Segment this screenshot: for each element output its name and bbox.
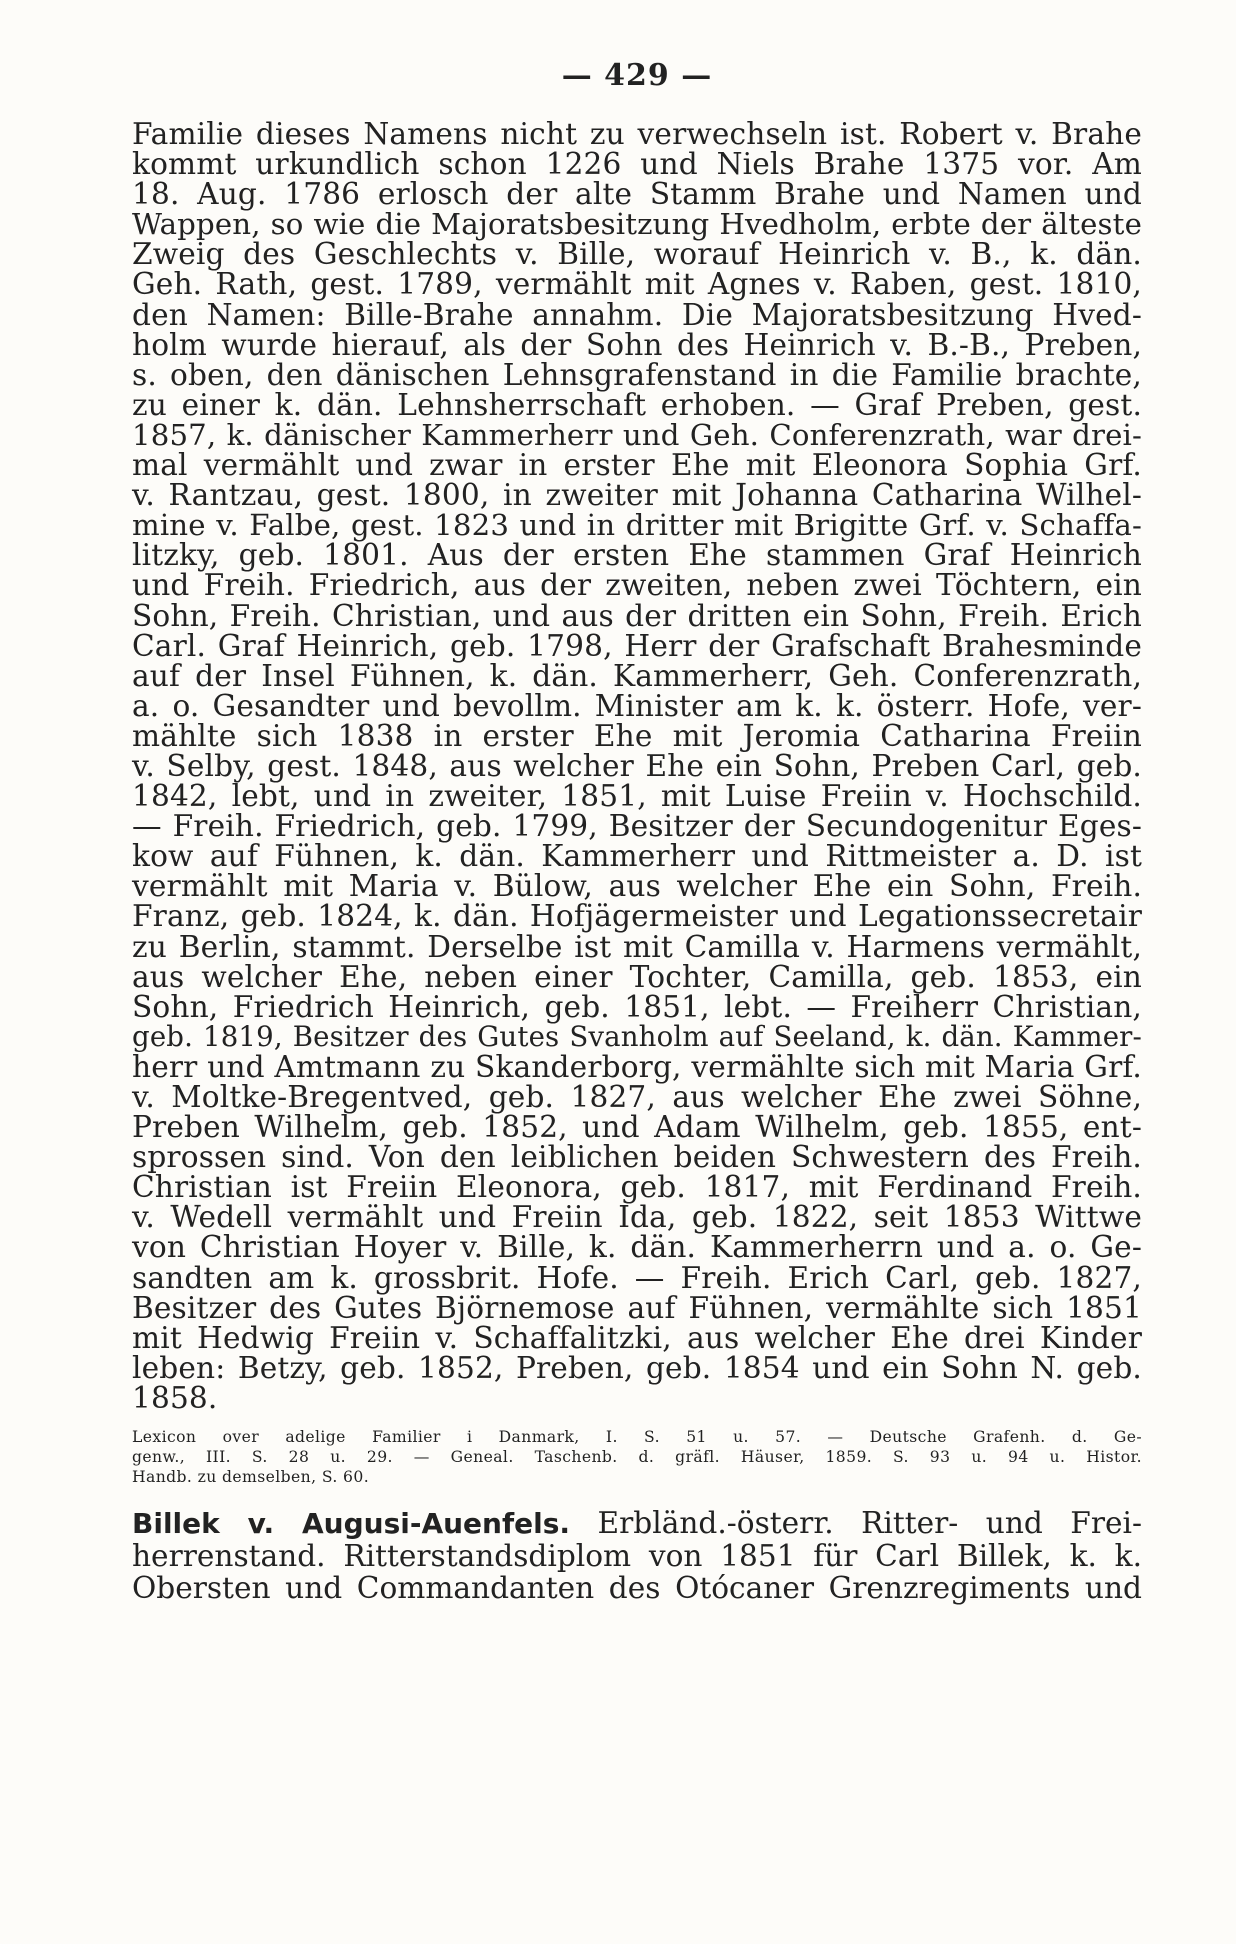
- text-line: Wappen, so wie die Majoratsbesitzung Hvedholm, erbte der älteste: [132, 207, 1142, 242]
- reference-line: genw., III. S. 28 u. 29. — Geneal. Taschenb. d. gräfl. Häuser, 1859. S. 93 u. 94 u. Histor.: [132, 1448, 1142, 1467]
- reference-line: Handb. zu demselben, S. 60.: [132, 1468, 370, 1487]
- text-line: holm wurde hierauf, als der Sohn des Heinrich v. B.-B., Preben,: [132, 327, 1142, 362]
- text-line: 1858.: [132, 1380, 218, 1415]
- entry-line: herrenstand. Ritterstandsdiplom von 1851 für Carl Billek, k. k.: [132, 1539, 1142, 1574]
- text-line: v. Rantzau, gest. 1800, in zweiter mit Johanna Catharina Wilhel-: [132, 478, 1142, 513]
- text-line: zu Berlin, stammt. Derselbe ist mit Camilla v. Harmens vermählt,: [132, 929, 1142, 964]
- text-line: litzky, geb. 1801. Aus der ersten Ehe stammen Graf Heinrich: [132, 538, 1142, 573]
- entry-intro: Erbländ.-österr. Ritter- und Frei-: [597, 1506, 1142, 1541]
- text-line: herr und Amtmann zu Skanderborg, vermählte sich mit Maria Grf.: [132, 1049, 1142, 1084]
- text-line: sprossen sind. Von den leiblichen beiden Schwestern des Freih.: [132, 1140, 1142, 1175]
- text-line: Familie dieses Namens nicht zu verwechseln ist. Robert v. Brahe: [132, 117, 1142, 151]
- text-line: sandten am k. grossbrit. Hofe. — Freih. Erich Carl, geb. 1827,: [132, 1260, 1142, 1295]
- text-line: Christian ist Freiin Eleonora, geb. 1817, mit Ferdinand Freih.: [132, 1170, 1142, 1205]
- text-line: v. Moltke-Bregentved, geb. 1827, aus welcher Ehe zwei Söhne,: [132, 1080, 1142, 1114]
- text-line: von Christian Hoyer v. Bille, k. dän. Kammerherrn und a. o. Ge-: [132, 1230, 1142, 1265]
- text-line: mit Hedwig Freiin v. Schaffalitzki, aus welcher Ehe drei Kinder: [132, 1320, 1142, 1355]
- references: [132, 1427, 1142, 1487]
- text-line: den Namen: Bille-Brahe annahm. Die Majoratsbesitzung Hved-: [132, 297, 1142, 332]
- text-line: 1857, k. dänischer Kammerherr und Geh. Conferenzrath, war drei-: [132, 417, 1142, 452]
- next-entry: [132, 1507, 1142, 1604]
- text-line: s. oben, den dänischen Lehnsgrafenstand in die Familie brachte,: [132, 357, 1142, 392]
- text-line: und Freih. Friedrich, aus der zweiten, neben zwei Töchtern, ein: [132, 568, 1142, 603]
- text-line: 1842, lebt, und in zweiter, 1851, mit Luise Freiin v. Hochschild.: [132, 779, 1142, 814]
- book-page: [132, 58, 1142, 1604]
- text-line: aus welcher Ehe, neben einer Tochter, Camilla, geb. 1853, ein: [132, 959, 1142, 994]
- text-line: Zweig des Geschlechts v. Bille, worauf Heinrich v. B., k. dän.: [132, 237, 1142, 272]
- text-line: Preben Wilhelm, geb. 1852, und Adam Wilhelm, geb. 1855, ent-: [132, 1110, 1142, 1145]
- page-number: — 429 —: [561, 58, 713, 93]
- text-line: kommt urkundlich schon 1226 und Niels Brahe 1375 vor. Am: [132, 147, 1142, 182]
- reference-line: Lexicon over adelige Familier i Danmark, I. S. 51 u. 57. — Deutsche Grafenh. d. Ge-: [132, 1428, 1142, 1447]
- text-line: Besitzer des Gutes Björnemose auf Fühnen, vermählte sich 1851: [132, 1290, 1142, 1325]
- entry-heading: Billek v. Augusi-Auenfels.: [132, 1507, 571, 1541]
- text-line: auf der Insel Fühnen, k. dän. Kammerherr, Geh. Conferenzrath,: [132, 658, 1142, 693]
- entry-line: Obersten und Commandanten des Otócaner Grenzregiments und: [132, 1571, 1142, 1606]
- text-line: geb. 1819, Besitzer des Gutes Svanholm auf Seeland, k. dän. Kammer-: [132, 1019, 1142, 1053]
- text-line: v. Wedell vermählt und Freiin Ida, geb. 1822, seit 1853 Wittwe: [132, 1200, 1142, 1235]
- text-line: Sohn, Freih. Christian, und aus der dritten ein Sohn, Freih. Erich: [132, 598, 1142, 633]
- text-line: zu einer k. dän. Lehnsherrschaft erhoben. — Graf Preben, gest.: [132, 387, 1142, 422]
- text-line: v. Selby, gest. 1848, aus welcher Ehe ein Sohn, Preben Carl, geb.: [132, 748, 1142, 783]
- main-text: [132, 119, 1142, 1413]
- text-line: leben: Betzy, geb. 1852, Preben, geb. 1854 und ein Sohn N. geb.: [132, 1350, 1142, 1385]
- text-line: mine v. Falbe, gest. 1823 und in dritter mit Brigitte Grf. v. Schaffa-: [132, 508, 1142, 543]
- text-line: vermählt mit Maria v. Bülow, aus welcher Ehe ein Sohn, Freih.: [132, 869, 1142, 904]
- text-line: Franz, geb. 1824, k. dän. Hofjägermeister und Legationssecretair: [132, 899, 1142, 934]
- text-line: mählte sich 1838 in erster Ehe mit Jeromia Catharina Freiin: [132, 718, 1142, 753]
- text-line: Geh. Rath, gest. 1789, vermählt mit Agnes v. Raben, gest. 1810,: [132, 267, 1142, 302]
- entry-first-line: [132, 1507, 1142, 1540]
- text-line: kow auf Fühnen, k. dän. Kammerherr und Rittmeister a. D. ist: [132, 839, 1142, 874]
- text-line: mal vermählt und zwar in erster Ehe mit Eleonora Sophia Grf.: [132, 448, 1142, 483]
- text-line: a. o. Gesandter und bevollm. Minister am k. k. österr. Hofe, ver-: [132, 688, 1142, 723]
- text-line: — Freih. Friedrich, geb. 1799, Besitzer der Secundogenitur Eges-: [132, 809, 1142, 844]
- text-line: 18. Aug. 1786 erlosch der alte Stamm Brahe und Namen und: [132, 177, 1142, 212]
- text-line: Carl. Graf Heinrich, geb. 1798, Herr der Grafschaft Brahesminde: [132, 628, 1142, 663]
- text-line: Sohn, Friedrich Heinrich, geb. 1851, lebt. — Freiherr Christian,: [132, 989, 1142, 1024]
